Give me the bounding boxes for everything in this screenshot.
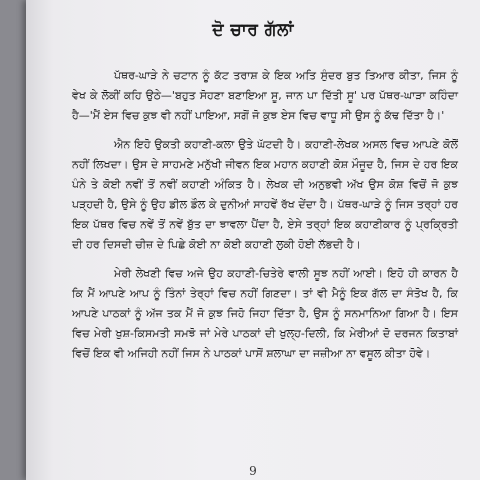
book-page [26, 0, 480, 480]
paragraph-1: ਪੱਥਰ-ਘਾੜੇ ਨੇ ਚਟਾਨ ਨੂੰ ਕੱਟ ਤਰਾਸ਼ ਕੇ ਇਕ ਅਤਿ ਸੁੰਦਰ ਬੁਤ ਤਿਆਰ ਕੀਤਾ, ਜਿਸ ਨੂੰ ਵੇਖ ਕੇ ਲੋਕੀਂ ਕਹਿ ਉਠੇ—'ਬਹੁਤ ਸੋਹਣਾ ਬਣਾਇਆ ਸੂ, ਜਾਨ ਪਾ ਦਿੱਤੀ ਸੂ' ਪਰ ਪੱਥਰ-ਘਾੜਾ ਕਹਿੰਦਾ ਹੈ—'ਮੈਂ ਏਸ ਵਿਚ ਕੁਝ ਵੀ ਨਹੀਂ ਪਾਇਆ, ਸਗੋਂ ਜੋ ਕੁਝ ਏਸ ਵਿਚ ਵਾਧੂ ਸੀ ਉਸ ਨੂੰ ਕੱਢ ਦਿੱਤਾ ਹੈ।' [72, 69, 458, 122]
body-text [72, 66, 458, 373]
chapter-heading: ਦੋ ਚਾਰ ਗੱਲਾਂ [212, 20, 294, 40]
paragraph-2: ਐਨ ਇਹੋ ਉਕਤੀ ਕਹਾਣੀ-ਕਲਾ ਉਤੇ ਘੱਟਦੀ ਹੈ। ਕਹਾਣੀ-ਲੇਖਕ ਅਸਲ ਵਿਚ ਆਪਣੇ ਕੋਲੋਂ ਨਹੀਂ ਲਿਖਦਾ। ਉਸ ਦੇ ਸਾਹਮਣੇ ਮਨੁੱਖੀ ਜੀਵਨ ਇਕ ਮਹਾਨ ਕਹਾਣੀ ਕੋਸ਼ ਮੌਜੂਦ ਹੈ, ਜਿਸ ਦੇ ਹਰ ਇਕ ਪੰਨੇ ਤੇ ਕੋਈ ਨਵੀਂ ਤੋਂ ਨਵੀਂ ਕਹਾਣੀ ਅੰਕਿਤ ਹੈ। ਲੇਖਕ ਦੀ ਅਨੁਭਵੀ ਅੱਖ ਉਸ ਕੋਸ਼ ਵਿਚੋਂ ਜੋ ਕੁਝ ਪੜ੍ਹਦੀ ਹੈ, ਉਸੇ ਨੂੰ ਉਹ ਡੀਲ ਡੌਲ ਕੇ ਦੁਨੀਆਂ ਸਾਹਵੇਂ ਰੱਖ ਦੇਂਦਾ ਹੈ। ਪੱਥਰ-ਘਾੜੇ ਨੂੰ ਜਿਸ ਤਰ੍ਹਾਂ ਹਰ ਇਕ ਪੱਥਰ ਵਿਚ ਨਵੇਂ ਤੋਂ ਨਵੇਂ ਬੁੱਤ ਦਾ ਝਾਵਲਾ ਪੈਂਦਾ ਹੈ, ਏਸੇ ਤਰ੍ਹਾਂ ਇਕ ਕਹਾਣੀਕਾਰ ਨੂੰ ਪ੍ਰਕ੍ਰਿਤੀ ਦੀ ਹਰ ਦਿਸਦੀ ਚੀਜ਼ ਦੇ ਪਿਛੇ ਕੋਈ ਨਾ ਕੋਈ ਕਹਾਣੀ ਲੁਕੀ ਹੋਈ ਲੱਭਦੀ ਹੈ। [72, 138, 458, 251]
paragraph-3: ਮੇਰੀ ਲੇਖਣੀ ਵਿਚ ਅਜੇ ਉਹ ਕਹਾਣੀ-ਚਿਤੇਰੇ ਵਾਲੀ ਸੂਝ ਨਹੀਂ ਆਈ। ਇਹੋ ਹੀ ਕਾਰਨ ਹੈ ਕਿ ਮੈਂ ਆਪਣੇ ਆਪ ਨੂੰ ਤਿੰਨਾਂ ਤੇਰ੍ਹਾਂ ਵਿਚ ਨਹੀਂ ਗਿਣਦਾ। ਤਾਂ ਵੀ ਮੈਨੂੰ ਇਕ ਗੱਲ ਦਾ ਸੰਤੋਖ ਹੈ, ਕਿ ਆਪਣੇ ਪਾਠਕਾਂ ਨੂੰ ਅੱਜ ਤਕ ਮੈਂ ਜੋ ਕੁਝ ਜਿਹੋ ਜਿਹਾ ਦਿੱਤਾ ਹੈ, ਉਸ ਨੂੰ ਸਨਮਾਨਿਆ ਗਿਆ ਹੈ। ਇਸ ਵਿਚ ਮੇਰੀ ਖੁਸ਼-ਕਿਸਮਤੀ ਸਮਝੋ ਜਾਂ ਮੇਰੇ ਪਾਠਕਾਂ ਦੀ ਖੁਲ੍ਹ-ਦਿਲੀ, ਕਿ ਮੇਰੀਆਂ ਦੋ ਦਰਜਨ ਕਿਤਾਬਾਂ ਵਿਚੋਂ ਇਕ ਵੀ ਅਜਿਹੀ ਨਹੀਂ ਜਿਸ ਨੇ ਪਾਠਕਾਂ ਪਾਸੋਂ ਸ਼ਲਾਘਾ ਦਾ ਜਜ਼ੀਆ ਨਾ ਵਸੂਲ ਕੀਤਾ ਹੋਵੇ। [72, 267, 458, 360]
page-number: 9 [249, 464, 257, 478]
